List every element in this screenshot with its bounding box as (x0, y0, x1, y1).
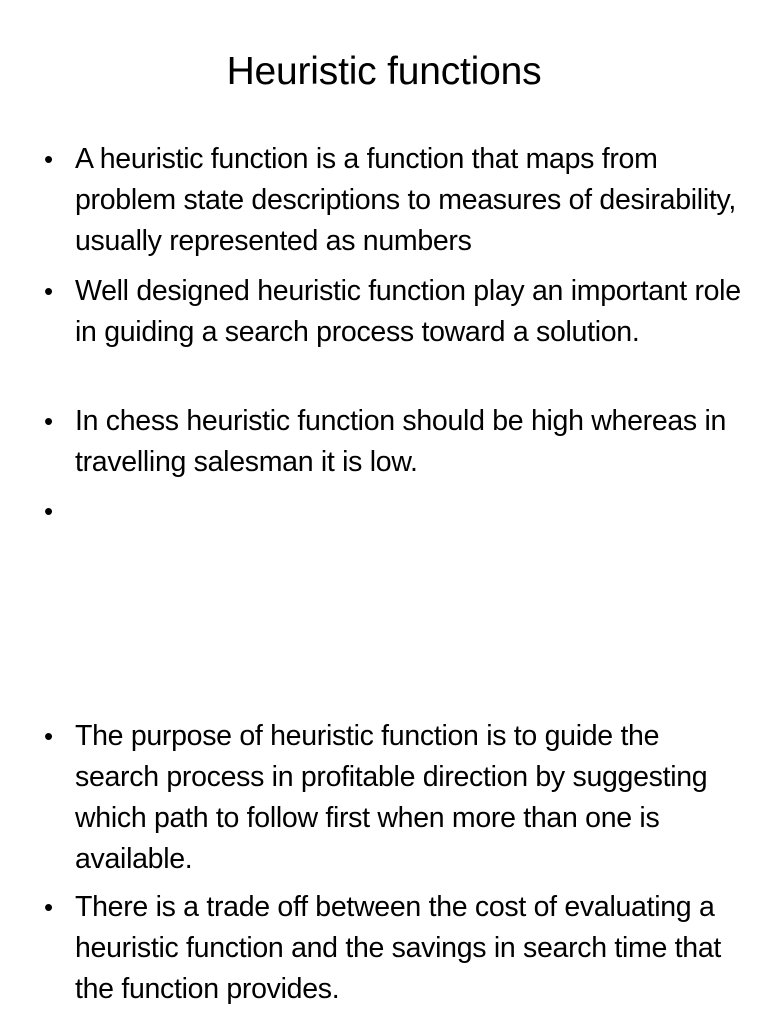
bullet-text: There is a trade off between the cost of evaluating a heuristic function and the savings in search time that the function provides. (75, 891, 721, 1005)
bullet-item (44, 139, 744, 262)
bullet-item (44, 401, 744, 483)
bullet-text: The purpose of heuristic function is to guide the search process in profitable direction by suggesting which path to follow first when more than one is available. (75, 720, 708, 875)
bullet-item (44, 887, 744, 1010)
bullet-item (44, 716, 744, 880)
bullet-icon: • (44, 406, 53, 436)
bullet-item (44, 271, 744, 353)
bullet-text: A heuristic function is a function that maps from problem state descriptions to measures of desirability, usually represented as numbers (75, 143, 736, 257)
bullet-icon: • (44, 721, 53, 751)
bullet-text: Well designed heuristic function play an important role in guiding a search process toward a solution. (75, 275, 741, 348)
bullet-icon: • (44, 496, 53, 526)
bullet-icon: • (44, 144, 53, 174)
bullet-icon: • (44, 892, 53, 922)
bullet-item-empty (44, 491, 744, 532)
bullet-text: In chess heuristic function should be high whereas in travelling salesman it is low. (75, 405, 727, 478)
slide-title: Heuristic functions (226, 50, 542, 93)
bullet-icon: • (44, 276, 53, 306)
